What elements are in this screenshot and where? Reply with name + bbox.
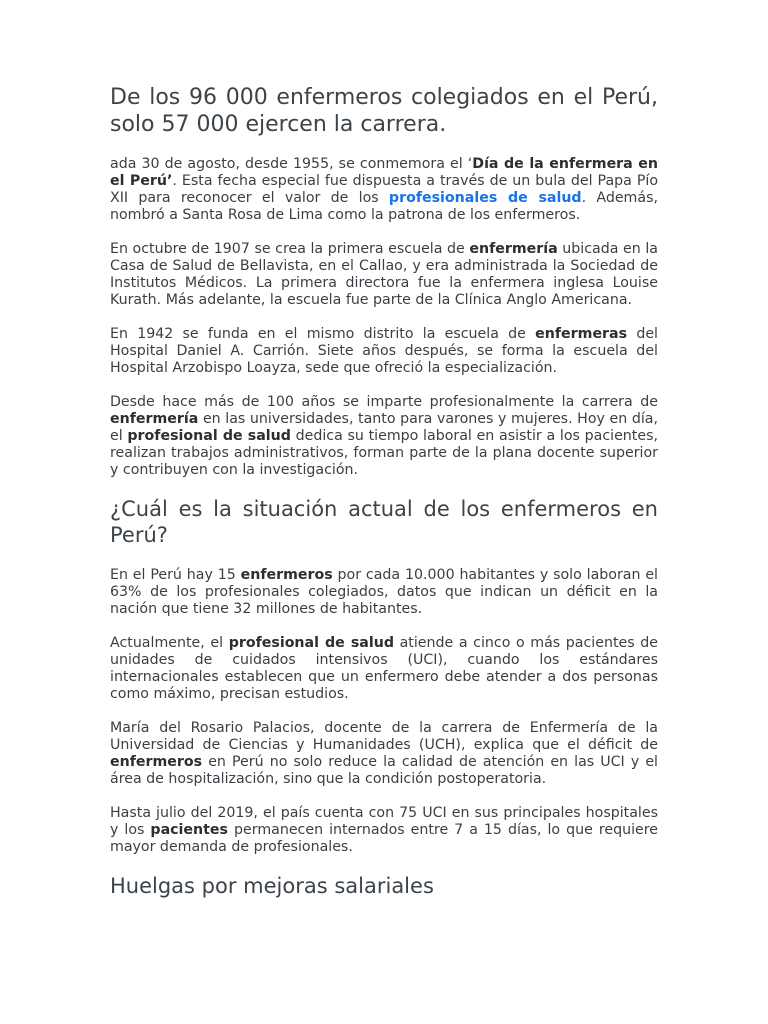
paragraph-nurse-ratio bbox=[110, 567, 658, 618]
bold-term: enfermeros bbox=[110, 754, 203, 770]
text-run: En el Perú hay 15 bbox=[110, 567, 241, 583]
text-run: . Además, nombró a Santa Rosa de Lima como la patrona de los enfermeros. bbox=[110, 190, 658, 223]
text-run: Hasta julio del 2019, el país cuenta con 75 UCI en sus principales hospitales y los bbox=[110, 805, 658, 838]
paragraph-career-history bbox=[110, 394, 658, 479]
paragraph-nurse-day bbox=[110, 156, 658, 224]
bold-term: profesional de salud bbox=[228, 635, 394, 651]
text-run: atiende a cinco o más pacientes de unidades de cuidados intensivos (UCI), cuando los estándares internacionales establecen que un enfermero debe atender a dos personas como máximo, precisan estudios. bbox=[110, 635, 658, 702]
bold-term: Día de la enfermera en el Perú’ bbox=[110, 156, 658, 189]
text-run: . Esta fecha especial fue dispuesta a través de un bula del Papa Pío XII para reconocer el valor de los bbox=[110, 173, 658, 206]
bold-term: enfermería bbox=[110, 411, 199, 427]
text-run: ubicada en la Casa de Salud de Bellavista, en el Callao, y era administrada la Sociedad de Institutos Médicos. La primera directora fue la enfermera inglesa Louise Kurath. Más adelante, la escuela fue parte de la Clínica Anglo Americana. bbox=[110, 241, 658, 308]
article-title: De los 96 000 enfermeros colegiados en el Perú, solo 57 000 ejercen la carrera. bbox=[110, 85, 658, 137]
paragraph-uch-quote bbox=[110, 720, 658, 788]
bold-term: enfermeras bbox=[535, 326, 628, 342]
text-run: dedica su tiempo laboral en asistir a los pacientes, realizan trabajos administrativos, forman parte de la plana docente superior y contribuyen con la investigación. bbox=[110, 428, 658, 478]
text-run: Actualmente, el bbox=[110, 635, 229, 651]
bold-term: profesional de salud bbox=[127, 428, 291, 444]
text-run: en Perú no solo reduce la calidad de atención en las UCI y el área de hospitalización, sino que la condición postoperatoria. bbox=[110, 754, 658, 787]
paragraph-uci-count bbox=[110, 805, 658, 856]
health-professionals-link[interactable]: profesionales de salud bbox=[388, 190, 582, 206]
bold-term: enfermería bbox=[469, 241, 558, 257]
text-run: en las universidades, tanto para varones y mujeres. Hoy en día, el bbox=[110, 411, 658, 444]
text-run: del Hospital Daniel A. Carrión. Siete años después, se forma la escuela del Hospital Arzobispo Loayza, sede que ofreció la especialización. bbox=[110, 326, 658, 376]
text-run: En 1942 se funda en el mismo distrito la escuela de bbox=[110, 326, 536, 342]
text-run: ada 30 de agosto, desde 1955, se conmemora el ‘ bbox=[110, 156, 473, 172]
section-heading-strikes: Huelgas por mejoras salariales bbox=[110, 874, 434, 898]
paragraph-first-school bbox=[110, 241, 658, 309]
bold-term: pacientes bbox=[150, 822, 228, 838]
bold-term: enfermeros bbox=[240, 567, 333, 583]
text-run: María del Rosario Palacios, docente de la carrera de Enfermería de la Universidad de Ciencias y Humanidades (UCH), explica que el déficit de bbox=[110, 720, 658, 753]
text-run: En octubre de 1907 se crea la primera escuela de bbox=[110, 241, 470, 257]
text-run: Desde hace más de 100 años se imparte profesionalmente la carrera de bbox=[110, 394, 658, 410]
text-run: por cada 10.000 habitantes y solo laboran el 63% de los profesionales colegiados, datos que indican un déficit en la nación que tiene 32 millones de habitantes. bbox=[110, 567, 658, 617]
paragraph-1942-school bbox=[110, 326, 658, 377]
article bbox=[110, 84, 658, 918]
paragraph-uci-workload bbox=[110, 635, 658, 703]
text-run: permanecen internados entre 7 a 15 días, lo que requiere mayor demanda de profesionales. bbox=[110, 822, 659, 855]
section-heading-situation: ¿Cuál es la situación actual de los enfermeros en Perú? bbox=[110, 497, 658, 547]
